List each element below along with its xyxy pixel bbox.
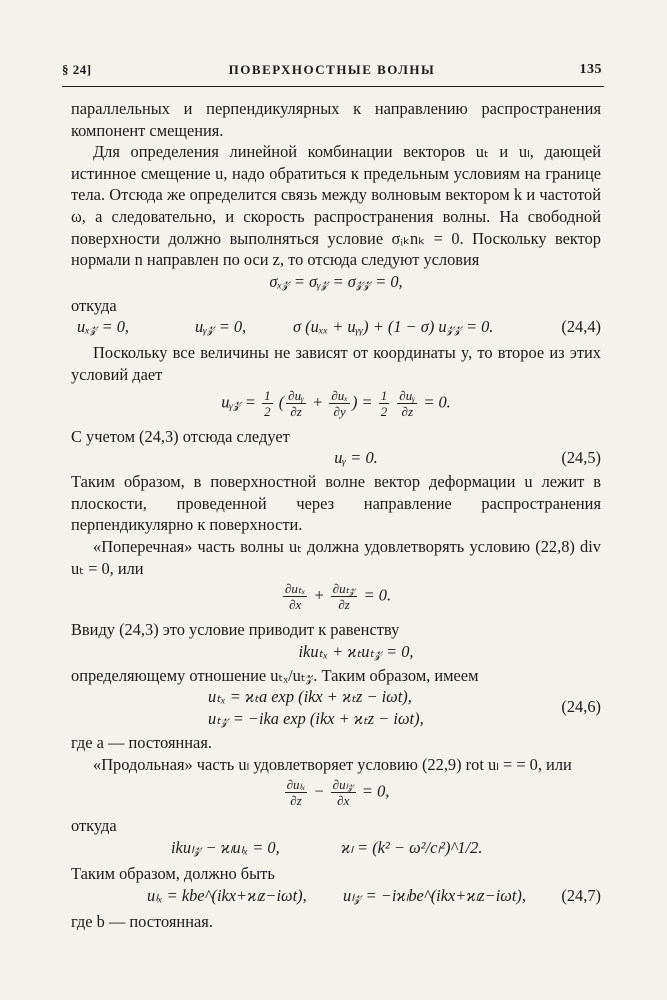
eq-24-6-line-2: uₜ𝓏 = −ika exp (ikx + ϰₜz − iωt), <box>208 709 424 729</box>
frac-dulz-dx: $\frac{\text{∂uₗ𝓏}}{\partial x}$ <box>332 777 354 809</box>
equation-div-ut: $\frac{\text{∂uₜₓ}}{\partial x}$ + $\frac{\text{∂uₜ𝓏}}{\partial z}$ = 0. <box>284 581 392 613</box>
eq-24-7-part-a: uₗₓ = kbe^(ikx+ϰₗz−iωt), <box>147 885 307 905</box>
eq-ikul: ikuₗ𝓏 − ϰₗuₗₓ = 0, <box>171 838 280 858</box>
section-number: § 24] <box>62 62 92 77</box>
frac-dutx-dx: $\frac{\text{∂uₜₓ}}{\partial x}$ <box>284 581 306 613</box>
paragraph-2: Для определения линейной комбинации векторов uₜ и uₗ, дающей истинное смещение u, надо обратиться к предельным условиям на границе тела. Отсюда же определится связь между волновым вектором k и частотой ω, а следовательно, и скорость распространения волны. На свободной поверхности должно выполняться условие σᵢₖnₖ = 0. Поскольку вектор нормали n направлен по оси z, то отсюда следуют условия <box>71 142 601 270</box>
eq-24-7-number: (24,7) <box>561 885 601 905</box>
equation-uyz: uᵧ𝓏 = $\frac{1}{2}$ ( $\frac{\text{∂uᵧ}}{\partial z}$ + $\frac{\text{∂uₓ}}{\partial y}$ ) = $\frac{1}{2}$ $\frac{\text{∂uᵧ}}{\partial z}$ = 0. <box>221 387 451 419</box>
equation-24-4 <box>71 316 601 342</box>
word-otkuda-1: откуда <box>71 295 117 315</box>
equation-24-7 <box>71 885 601 911</box>
word-otkuda-2: откуда <box>71 816 117 836</box>
paragraph-5: Таким образом, в поверхностной волне вектор деформации u лежит в плоскости, проведенной через направление распространения перпендикулярно к поверхности. <box>71 472 601 535</box>
frac-half-2: $\frac{1}{2}$ <box>380 387 388 419</box>
page-number: 135 <box>579 62 602 77</box>
running-title: ПОВЕРХНОСТНЫЕ ВОЛНЫ <box>228 62 436 77</box>
frac-duy-dz-2: $\frac{\text{∂uᵧ}}{\partial z}$ <box>399 387 416 419</box>
frac-duy-dz: $\frac{\text{∂uᵧ}}{\partial z}$ <box>288 387 305 419</box>
paragraph-7: Ввиду (24,3) это условие приводит к равенству <box>71 620 400 640</box>
eq-24-5-number: (24,5) <box>561 448 601 468</box>
frac-dutz-dz: $\frac{\text{∂uₜ𝓏}}{\partial z}$ <box>332 581 356 613</box>
paragraph-3: Поскольку все величины не зависят от координаты y, то второе из этих условий дает <box>71 343 601 384</box>
paragraph-1: параллельных и перпендикулярных к направлению распространения компонент смещения. <box>71 99 601 140</box>
frac-half-1: $\frac{1}{2}$ <box>264 387 271 419</box>
eq-24-4-part-b: uᵧ𝓏 = 0, <box>195 317 247 337</box>
frac-dulx-dz: $\frac{\text{∂uₗₓ}}{\partial z}$ <box>286 777 306 809</box>
equation-24-6 <box>71 686 601 732</box>
eq-24-4-part-c: σ (uₓₓ + uᵧᵧ) + (1 − σ) u𝓏𝓏 = 0. <box>293 317 494 337</box>
equation-sigma: σₓ𝓏 = σᵧ𝓏 = σ𝓏𝓏 = 0, <box>269 271 403 291</box>
eq-24-4-number: (24,4) <box>561 317 601 337</box>
frac-dux-dy: $\frac{\text{∂uₓ}}{\partial y}$ <box>331 387 348 419</box>
paragraph-10: «Продольная» часть uₗ удовлетворяет условию (22,9) rot uₗ = = 0, или <box>93 754 572 774</box>
eq-24-6-number: (24,6) <box>561 697 601 717</box>
page-body <box>71 98 601 932</box>
equation-rot-ul: $\frac{\text{∂uₗₓ}}{\partial z}$ − $\frac{\text{∂uₗ𝓏}}{\partial x}$ = 0, <box>286 777 390 809</box>
paragraph-4: С учетом (24,3) отсюда следует <box>71 426 290 446</box>
paragraph-9: где a — постоянная. <box>71 733 212 753</box>
paragraph-6: «Поперечная» часть волны uₜ должна удовлетворять условию (22,8) div uₜ = 0, или <box>71 536 601 578</box>
header-rule <box>62 86 604 87</box>
running-header <box>62 62 602 82</box>
eq-24-6-line-1: uₜₓ = ϰₜa exp (ikx + ϰₜz − iωt), <box>208 687 412 707</box>
eq-kappa-l: ϰₗ = (k² − ω²/cₗ²)^1/2. <box>341 838 483 858</box>
equation-24-5: uᵧ = 0. (24,5) <box>334 448 601 468</box>
paragraph-12: где b — постоянная. <box>71 911 213 931</box>
equation-ikul-kappa <box>71 837 601 863</box>
paragraph-8: определяющему отношение uₜₓ/uₜ𝓏. Таким образом, имеем <box>71 665 479 685</box>
eq-24-4-part-a: uₓ𝓏 = 0, <box>77 317 130 337</box>
paragraph-11: Таким образом, должно быть <box>71 864 275 884</box>
equation-iku-t: ikuₜₓ + ϰₜuₜ𝓏 = 0, <box>298 641 414 661</box>
eq-24-7-part-b: uₗ𝓏 = −iϰₗbe^(ikx+ϰₗz−iωt), <box>343 885 526 905</box>
